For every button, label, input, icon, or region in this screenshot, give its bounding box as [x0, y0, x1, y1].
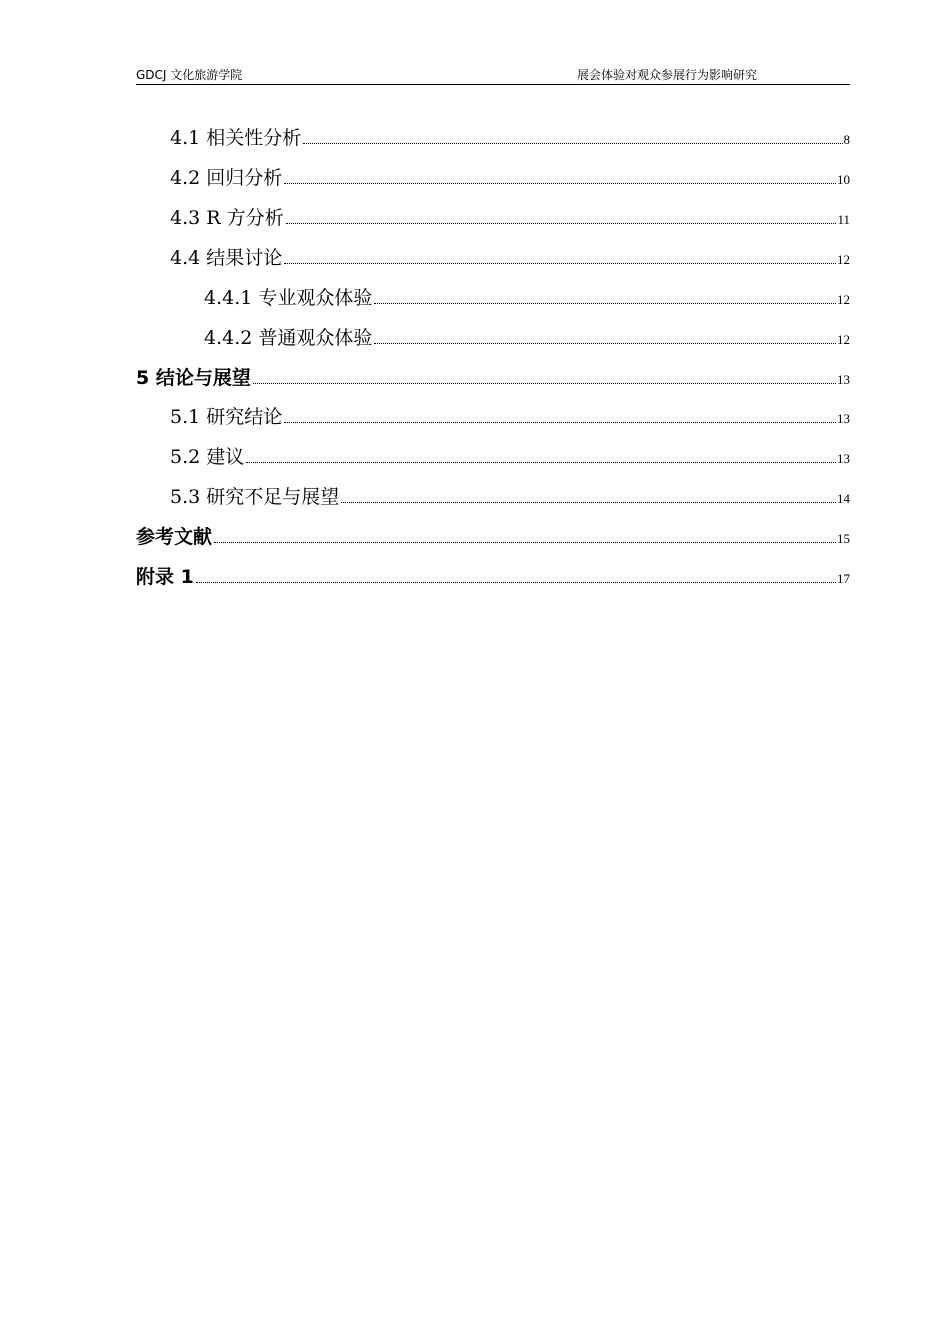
toc-entry-page: 13 — [837, 451, 850, 466]
toc-entry[interactable] — [204, 324, 850, 350]
toc-entry[interactable] — [136, 364, 850, 390]
toc-entry-page: 13 — [837, 372, 850, 387]
toc-entry-title: 附录 1 — [136, 566, 194, 588]
toc-entry-page: 8 — [843, 132, 850, 147]
toc-entry-title: 4.4 结果讨论 — [170, 247, 283, 269]
toc-entry[interactable] — [170, 483, 850, 509]
toc-entry[interactable] — [170, 403, 850, 429]
header-left-text: GDCJ 文化旅游学院 — [136, 68, 243, 82]
toc-entry[interactable] — [136, 563, 850, 589]
toc-entry-page: 15 — [837, 531, 850, 546]
toc-entry-title: 5.3 研究不足与展望 — [170, 486, 340, 508]
toc-dot-leader — [196, 581, 836, 583]
toc-entry[interactable] — [170, 164, 850, 190]
toc-dot-leader — [284, 182, 836, 184]
toc-entry-page: 12 — [837, 252, 850, 267]
toc-entry-title: 4.1 相关性分析 — [170, 127, 302, 149]
header-right-text: 展会体验对观众参展行为影响研究 — [577, 68, 758, 82]
toc-dot-leader — [253, 382, 836, 384]
toc-entry-page: 12 — [837, 292, 850, 307]
toc-entry-page: 10 — [837, 172, 850, 187]
toc-entry-title: 5.1 研究结论 — [170, 406, 283, 428]
toc-entry-page: 14 — [837, 491, 850, 506]
toc-entry[interactable] — [170, 443, 850, 469]
toc-entry-title: 4.3 R 方分析 — [170, 207, 284, 229]
toc-entry[interactable] — [170, 244, 850, 270]
toc-entry-title: 5 结论与展望 — [136, 367, 251, 389]
toc-entry-page: 13 — [837, 411, 850, 426]
toc-dot-leader — [286, 222, 837, 224]
toc-entry-title: 4.4.1 专业观众体验 — [204, 287, 373, 309]
toc-entry[interactable] — [136, 523, 850, 549]
toc-dot-leader — [284, 421, 836, 423]
toc-dot-leader — [214, 541, 836, 543]
toc-entry-page: 17 — [837, 571, 850, 586]
toc-entry[interactable] — [170, 124, 850, 150]
toc-entry[interactable] — [170, 204, 850, 230]
page-header — [136, 66, 850, 85]
toc-entry[interactable] — [204, 284, 850, 310]
toc-entry-title: 参考文献 — [136, 526, 213, 548]
toc-dot-leader — [374, 342, 836, 344]
toc-dot-leader — [374, 302, 836, 304]
toc-entry-title: 4.2 回归分析 — [170, 167, 283, 189]
toc-entry-title: 4.4.2 普通观众体验 — [204, 327, 373, 349]
toc-entry-title: 5.2 建议 — [170, 446, 245, 468]
toc-dot-leader — [303, 142, 842, 144]
toc-dot-leader — [341, 501, 836, 503]
toc-dot-leader — [284, 262, 836, 264]
toc-entry-page: 11 — [837, 212, 850, 227]
toc-entry-page: 12 — [837, 332, 850, 347]
toc-dot-leader — [246, 461, 836, 463]
